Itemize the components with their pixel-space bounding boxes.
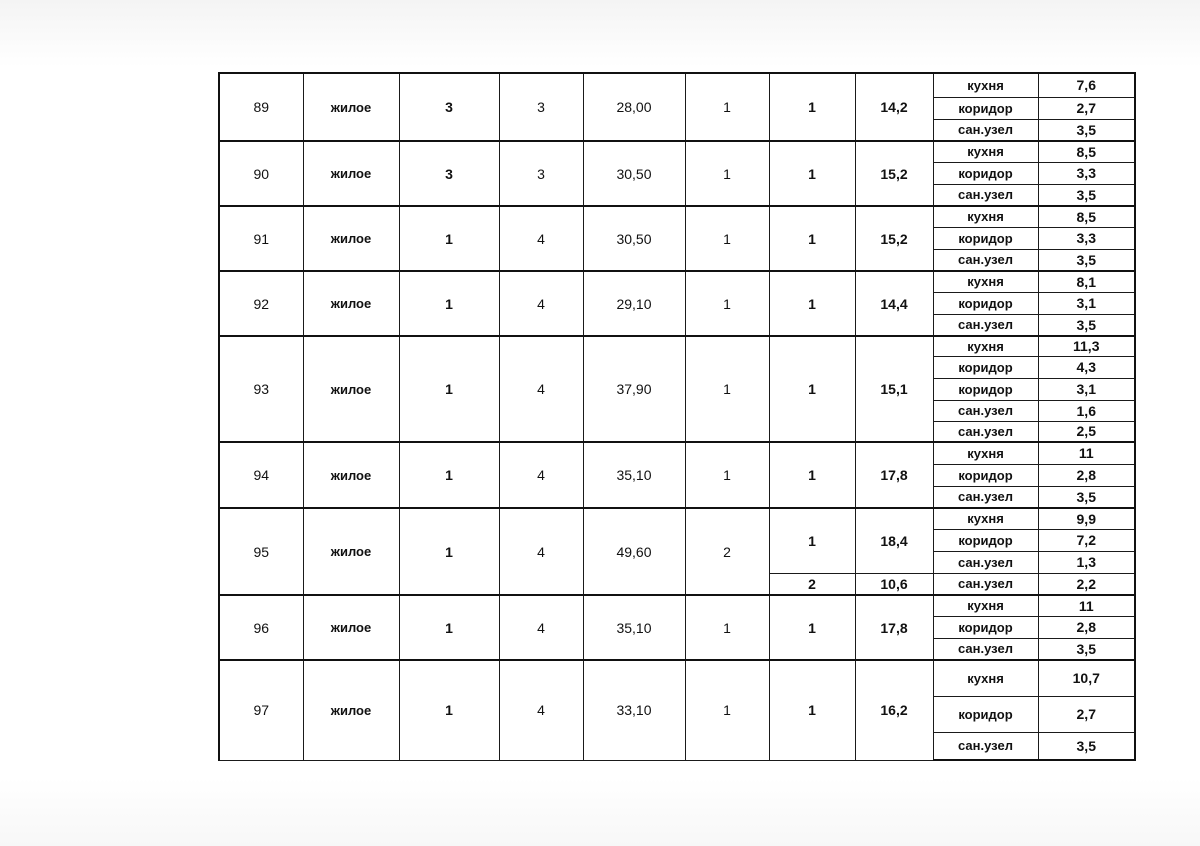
premises-type-cell: жилое xyxy=(303,595,399,660)
apartment-number-cell: 92 xyxy=(219,271,303,336)
table-row xyxy=(219,660,1135,696)
premises-type-cell: жилое xyxy=(303,442,399,508)
aux-room-area-cell: 9,9 xyxy=(1038,508,1135,529)
room-area-cell: 17,8 xyxy=(855,442,933,508)
aux-room-name-cell: сан.узел xyxy=(933,421,1038,442)
total-area-cell: 30,50 xyxy=(583,141,685,206)
total-area-cell: 35,10 xyxy=(583,442,685,508)
premises-type-cell: жилое xyxy=(303,660,399,760)
premises-type-cell: жилое xyxy=(303,73,399,141)
floor-cell: 4 xyxy=(499,442,583,508)
aux-room-name-cell: кухня xyxy=(933,595,1038,616)
aux-room-name-cell: сан.узел xyxy=(933,486,1038,508)
aux-room-name-cell: кухня xyxy=(933,271,1038,292)
aux-room-area-cell: 2,2 xyxy=(1038,573,1135,595)
floor-cell: 4 xyxy=(499,206,583,271)
aux-room-area-cell: 1,3 xyxy=(1038,551,1135,573)
section-cell: 1 xyxy=(399,336,499,442)
table-row xyxy=(219,73,1135,97)
aux-room-area-cell: 1,6 xyxy=(1038,400,1135,421)
aux-room-area-cell: 4,3 xyxy=(1038,356,1135,378)
aux-room-area-cell: 2,8 xyxy=(1038,464,1135,486)
section-cell: 1 xyxy=(399,271,499,336)
aux-room-area-cell: 3,5 xyxy=(1038,249,1135,271)
aux-room-area-cell: 3,5 xyxy=(1038,486,1135,508)
table-row xyxy=(219,271,1135,292)
room-number-cell: 1 xyxy=(769,336,855,442)
floor-cell: 4 xyxy=(499,660,583,760)
room-area-cell: 14,4 xyxy=(855,271,933,336)
aux-room-name-cell: сан.узел xyxy=(933,400,1038,421)
section-cell: 1 xyxy=(399,442,499,508)
aux-room-area-cell: 10,7 xyxy=(1038,660,1135,696)
section-cell: 3 xyxy=(399,73,499,141)
aux-room-area-cell: 11,3 xyxy=(1038,336,1135,356)
aux-room-name-cell: коридор xyxy=(933,162,1038,184)
room-area-cell: 17,8 xyxy=(855,595,933,660)
apartment-table xyxy=(218,72,1136,761)
aux-room-area-cell: 8,1 xyxy=(1038,271,1135,292)
room-number-cell: 1 xyxy=(769,73,855,141)
aux-room-name-cell: коридор xyxy=(933,97,1038,119)
total-area-cell: 49,60 xyxy=(583,508,685,595)
floor-cell: 4 xyxy=(499,508,583,595)
section-cell: 3 xyxy=(399,141,499,206)
aux-room-area-cell: 3,5 xyxy=(1038,119,1135,141)
floor-cell: 4 xyxy=(499,271,583,336)
table-row xyxy=(219,595,1135,616)
aux-room-area-cell: 11 xyxy=(1038,595,1135,616)
aux-room-name-cell: сан.узел xyxy=(933,314,1038,336)
room-number-cell: 1 xyxy=(769,271,855,336)
aux-room-name-cell: сан.узел xyxy=(933,184,1038,206)
apartment-number-cell: 90 xyxy=(219,141,303,206)
aux-room-area-cell: 3,5 xyxy=(1038,184,1135,206)
aux-room-name-cell: сан.узел xyxy=(933,732,1038,760)
aux-room-area-cell: 3,1 xyxy=(1038,378,1135,400)
aux-room-name-cell: коридор xyxy=(933,464,1038,486)
aux-room-name-cell: коридор xyxy=(933,529,1038,551)
aux-room-area-cell: 3,3 xyxy=(1038,227,1135,249)
aux-room-name-cell: коридор xyxy=(933,378,1038,400)
room-number-cell: 1 xyxy=(769,206,855,271)
apartment-number-cell: 97 xyxy=(219,660,303,760)
section-cell: 1 xyxy=(399,508,499,595)
aux-room-name-cell: кухня xyxy=(933,206,1038,227)
room-number-cell: 2 xyxy=(769,573,855,595)
aux-room-name-cell: сан.узел xyxy=(933,249,1038,271)
room-count-cell: 1 xyxy=(685,336,769,442)
premises-type-cell: жилое xyxy=(303,271,399,336)
apartment-number-cell: 89 xyxy=(219,73,303,141)
aux-room-area-cell: 2,8 xyxy=(1038,616,1135,638)
room-number-cell: 1 xyxy=(769,141,855,206)
premises-type-cell: жилое xyxy=(303,141,399,206)
apartment-number-cell: 95 xyxy=(219,508,303,595)
aux-room-area-cell: 7,6 xyxy=(1038,73,1135,97)
aux-room-name-cell: кухня xyxy=(933,141,1038,162)
total-area-cell: 28,00 xyxy=(583,73,685,141)
aux-room-name-cell: кухня xyxy=(933,442,1038,464)
floor-cell: 3 xyxy=(499,73,583,141)
apartment-number-cell: 91 xyxy=(219,206,303,271)
aux-room-area-cell: 8,5 xyxy=(1038,206,1135,227)
aux-room-name-cell: коридор xyxy=(933,227,1038,249)
room-area-cell: 15,1 xyxy=(855,336,933,442)
room-count-cell: 1 xyxy=(685,73,769,141)
table-row xyxy=(219,442,1135,464)
aux-room-name-cell: кухня xyxy=(933,336,1038,356)
aux-room-name-cell: коридор xyxy=(933,696,1038,732)
aux-room-area-cell: 3,5 xyxy=(1038,638,1135,660)
room-number-cell: 1 xyxy=(769,442,855,508)
apartment-number-cell: 96 xyxy=(219,595,303,660)
total-area-cell: 30,50 xyxy=(583,206,685,271)
room-count-cell: 2 xyxy=(685,508,769,595)
apartment-number-cell: 93 xyxy=(219,336,303,442)
room-area-cell: 10,6 xyxy=(855,573,933,595)
aux-room-area-cell: 3,1 xyxy=(1038,292,1135,314)
floor-cell: 3 xyxy=(499,141,583,206)
premises-type-cell: жилое xyxy=(303,336,399,442)
room-count-cell: 1 xyxy=(685,271,769,336)
room-area-cell: 15,2 xyxy=(855,206,933,271)
room-area-cell: 18,4 xyxy=(855,508,933,573)
aux-room-area-cell: 3,5 xyxy=(1038,732,1135,760)
section-cell: 1 xyxy=(399,206,499,271)
table-body xyxy=(219,73,1135,760)
aux-room-name-cell: сан.узел xyxy=(933,573,1038,595)
aux-room-name-cell: коридор xyxy=(933,616,1038,638)
table-row xyxy=(219,206,1135,227)
apartment-number-cell: 94 xyxy=(219,442,303,508)
aux-room-area-cell: 8,5 xyxy=(1038,141,1135,162)
total-area-cell: 33,10 xyxy=(583,660,685,760)
room-number-cell: 1 xyxy=(769,595,855,660)
table-row xyxy=(219,141,1135,162)
aux-room-name-cell: кухня xyxy=(933,508,1038,529)
table-row xyxy=(219,336,1135,356)
room-count-cell: 1 xyxy=(685,442,769,508)
floor-cell: 4 xyxy=(499,336,583,442)
section-cell: 1 xyxy=(399,660,499,760)
premises-type-cell: жилое xyxy=(303,508,399,595)
aux-room-area-cell: 2,7 xyxy=(1038,97,1135,119)
aux-room-area-cell: 3,5 xyxy=(1038,314,1135,336)
aux-room-name-cell: кухня xyxy=(933,660,1038,696)
aux-room-area-cell: 2,7 xyxy=(1038,696,1135,732)
room-area-cell: 14,2 xyxy=(855,73,933,141)
aux-room-area-cell: 2,5 xyxy=(1038,421,1135,442)
section-cell: 1 xyxy=(399,595,499,660)
premises-type-cell: жилое xyxy=(303,206,399,271)
aux-room-name-cell: кухня xyxy=(933,73,1038,97)
room-number-cell: 1 xyxy=(769,508,855,573)
total-area-cell: 37,90 xyxy=(583,336,685,442)
aux-room-name-cell: сан.узел xyxy=(933,638,1038,660)
room-count-cell: 1 xyxy=(685,141,769,206)
room-count-cell: 1 xyxy=(685,595,769,660)
aux-room-area-cell: 11 xyxy=(1038,442,1135,464)
total-area-cell: 29,10 xyxy=(583,271,685,336)
room-area-cell: 16,2 xyxy=(855,660,933,760)
aux-room-name-cell: коридор xyxy=(933,292,1038,314)
room-number-cell: 1 xyxy=(769,660,855,760)
floor-cell: 4 xyxy=(499,595,583,660)
room-count-cell: 1 xyxy=(685,660,769,760)
room-count-cell: 1 xyxy=(685,206,769,271)
aux-room-name-cell: сан.узел xyxy=(933,119,1038,141)
aux-room-name-cell: коридор xyxy=(933,356,1038,378)
aux-room-name-cell: сан.узел xyxy=(933,551,1038,573)
aux-room-area-cell: 7,2 xyxy=(1038,529,1135,551)
aux-room-area-cell: 3,3 xyxy=(1038,162,1135,184)
room-area-cell: 15,2 xyxy=(855,141,933,206)
total-area-cell: 35,10 xyxy=(583,595,685,660)
table-row xyxy=(219,508,1135,529)
